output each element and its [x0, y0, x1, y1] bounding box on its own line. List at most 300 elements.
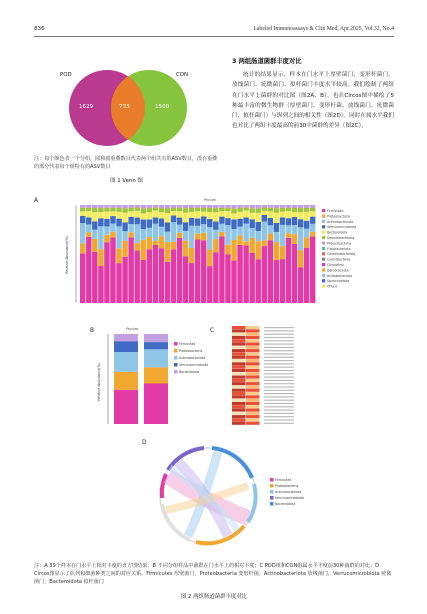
panel-a-legend-label: Bacteroidota [327, 230, 348, 235]
panel-a-bar-segment [304, 205, 309, 208]
panel-a-bar-segment [207, 219, 212, 227]
panel-a-bar-segment [219, 236, 224, 303]
panel-a-bar-segment [237, 208, 242, 212]
panel-a-bar-segment [86, 237, 91, 303]
panel-a-bar-segment [243, 207, 248, 210]
panel-c-cell [246, 395, 260, 398]
panel-a-bar-segment [177, 211, 182, 217]
panel-a-bar-segment [153, 224, 158, 241]
figure2-caption: 图 2 两组肠道菌群丰度对比 [180, 594, 248, 600]
panel-a-bar-segment [286, 211, 291, 218]
panel-a-bar-segment [165, 242, 170, 262]
panel-a-legend-label: Deinococcota [327, 268, 349, 273]
panel-b-bar-segment [114, 341, 138, 352]
panel-a-bar-segment [274, 260, 279, 303]
panel-a-bar-segment [171, 208, 176, 211]
panel-a-bar-segment [280, 225, 285, 246]
panel-c-cell [232, 409, 246, 412]
panel-c-label-line [264, 370, 294, 371]
panel-c-cell [246, 349, 260, 352]
panel-c-cell [246, 376, 260, 379]
panel-a-bar-segment [298, 208, 303, 212]
panel-a-bar-segment [243, 224, 248, 242]
panel-a-bar-segment [195, 208, 200, 212]
panel-a-bar-segment [286, 233, 291, 238]
panel-c-label-line [264, 406, 294, 407]
panel-a-title: Phylum [204, 198, 216, 202]
panel-a-bar-segment [86, 205, 91, 208]
panel-b-title: Phylum [126, 327, 138, 331]
panel-a-bar-segment [165, 213, 170, 222]
figure1-caption: 图 1 Venn 图 [110, 178, 143, 184]
panel-a-bar-segment [207, 227, 212, 250]
panel-c-cell [246, 366, 260, 369]
panel-a-bar-segment [268, 208, 273, 212]
panel-b-letter: B [90, 328, 94, 334]
panel-a-bar-segment [219, 211, 224, 216]
panel-a-bar-segment [268, 225, 273, 233]
panel-a-bar-segment [165, 232, 170, 242]
panel-a-bar-segment [298, 212, 303, 219]
panel-c-cell [246, 409, 260, 412]
panel-a-bar-segment [255, 205, 260, 208]
panel-a-bar-segment [201, 212, 206, 217]
panel-b-legend-swatch [174, 363, 178, 367]
panel-a-bar-segment [298, 205, 303, 208]
panel-a-bar-segment [268, 218, 273, 225]
panel-a-bar-segment [310, 224, 315, 232]
panel-a-bar-segment [207, 208, 212, 212]
panel-a-legend-label: Desulfobacterota [327, 236, 355, 240]
panel-a-bar-segment [122, 213, 127, 223]
panel-a-bar-segment [147, 205, 152, 208]
panel-c-cell [232, 336, 246, 339]
panel-b-bar-segment [144, 334, 168, 342]
panel-a-legend-label: Verrucomicrobiota [327, 225, 357, 230]
panel-a-legend-swatch [322, 236, 325, 239]
panel-b-bar-segment [144, 349, 168, 367]
panel-a-chart [40, 195, 380, 320]
panel-a-bar-segment [92, 212, 97, 221]
panel-a-bar-segment [268, 234, 273, 241]
panel-a-bar-segment [80, 223, 85, 243]
panel-b-ylabel: Relative Abundance(%) [97, 363, 101, 401]
panel-a-bar-segment [201, 205, 206, 208]
panel-a-bar-segment [249, 213, 254, 220]
panel-a-bar-segment [110, 208, 115, 212]
panel-a-bar-segment [98, 226, 103, 249]
panel-a-bar-segment [80, 205, 85, 208]
panel-a-legend-label: Fusobacteriota [327, 246, 351, 251]
panel-c-cell [246, 372, 260, 375]
panel-a-bar-segment [237, 227, 242, 236]
panel-a-legend-label: Campilobacterota [327, 252, 356, 257]
panel-a-bar-segment [177, 218, 182, 225]
panel-a-bar-segment [231, 209, 236, 214]
panel-c-label-line [264, 393, 294, 394]
panel-a-bar-segment [255, 208, 260, 213]
panel-c-cell [246, 382, 260, 385]
panel-a-legend-swatch [322, 258, 325, 261]
panel-a-bar-segment [310, 205, 315, 208]
panel-a-bar-segment [177, 238, 182, 303]
panel-a-legend-swatch [322, 268, 325, 271]
panel-c-label-line [264, 357, 294, 358]
panel-a-bar-segment [141, 219, 146, 229]
page-number: 836 [34, 26, 45, 32]
panel-a-bar-segment [86, 224, 91, 232]
panel-a-bar-segment [304, 229, 309, 238]
panel-a-bar-segment [292, 208, 297, 212]
panel-a-bar-segment [292, 234, 297, 244]
panel-a-bar-segment [147, 208, 152, 212]
panel-a-bar-segment [134, 243, 139, 250]
panel-a-bar-segment [177, 208, 182, 212]
panel-a-bar-segment [80, 243, 85, 253]
panel-a-bar-segment [213, 222, 218, 230]
panel-c-cell [246, 352, 260, 355]
section-paragraph: 统计的结果显示，样本在门水平上厚壁菌门、变形杆菌门、放线菌门、疣微菌门、拟杆菌门丰度水平较高。我们绘制了两组在门水平上菌群的对比图（图2A、B），也在Circos图中描绘了5种最丰富的微生物群（厚壁菌门、变形杆菌、放线菌门、疣微菌门、拟杆菌门）与纵列之间的相关性（图2D）。同时在属水平我们也对比了两组丰度最高的前30中菌群的差异（图2C）。 [232, 72, 394, 130]
panel-c-label-line [264, 413, 294, 414]
panel-a-bar-segment [128, 224, 133, 232]
panel-a-bar-segment [104, 205, 109, 208]
panel-a-bar-segment [110, 216, 115, 223]
panel-a-bar-segment [268, 240, 273, 303]
panel-a-bar-segment [128, 208, 133, 212]
panel-a-legend-swatch [322, 241, 325, 244]
panel-a-bar-segment [225, 218, 230, 225]
panel-a-bar-segment [280, 212, 285, 218]
panel-d-legend [270, 478, 304, 506]
panel-a-bar-segment [280, 246, 285, 259]
panel-a-bar-segment [80, 216, 85, 223]
panel-c-label-line [264, 410, 294, 411]
panel-a-bar-segment [183, 213, 188, 223]
panel-a-bar-segment [298, 250, 303, 267]
panel-a-legend-swatch [322, 214, 325, 217]
panel-c-label-line [264, 347, 294, 348]
panel-a-bar-segment [310, 232, 315, 237]
panel-c-cell [232, 333, 246, 336]
panel-a-bar-segment [262, 205, 267, 207]
panel-a-bar-segment [207, 212, 212, 219]
panel-a-bar-segment [219, 232, 224, 237]
panel-a-bar-segment [147, 228, 152, 237]
panel-a-bar-segment [207, 266, 212, 303]
panel-a-legend-label: Cyanobacteria [327, 257, 351, 262]
panel-a-bar-segment [165, 205, 170, 208]
header-rule [34, 36, 394, 37]
panel-a-bar-segment [122, 241, 127, 257]
panel-a-bar-segment [286, 205, 291, 208]
panel-a-legend-swatch [322, 252, 325, 255]
panel-a-legend-swatch [322, 247, 325, 250]
panel-a-bar-segment [141, 213, 146, 219]
panel-a-bar-segment [231, 261, 236, 303]
panel-a-bar-segment [153, 245, 158, 303]
panel-a-bar-segment [249, 238, 254, 253]
figure2-note: 注：A 39个样本在门水平上相对丰度的直方图结果；B 不同分组样品中菌群在门水平上的相对丰度；C POD组和CON组属水平丰度前30种菌群的对比；D Circos图显示了队列和细菌种类之间的对应关系。Firmicutes 厚壁菌门，Proteobacteria 变形杆菌，Actinobacteriota 放线菌门，Verrucomicrobiota 疣微菌门，Bacteroidota 拟杆菌门 [34, 563, 392, 586]
panel-a-bar-segment [286, 225, 291, 233]
panel-a-bar-segment [183, 241, 188, 257]
panel-c-cell [246, 326, 260, 329]
panel-a-bar-segment [177, 205, 182, 208]
panel-a-bar-segment [195, 219, 200, 226]
panel-d-legend-swatch [270, 484, 274, 488]
panel-a-bar-segment [310, 236, 315, 303]
panel-c-label-line [264, 423, 294, 424]
panel-a-legend-label: Spirochaetota [327, 279, 350, 284]
panel-c-cell [246, 389, 260, 392]
panel-a-bar-segment [189, 208, 194, 212]
panel-c-label-line [264, 403, 294, 404]
panel-c-cell [246, 333, 260, 336]
panel-a-bar-segment [280, 217, 285, 225]
panel-a-bar-segment [153, 241, 158, 245]
panel-c-heatmap [216, 322, 334, 434]
panel-b-legend-swatch [174, 349, 178, 353]
panel-d-legend-swatch [270, 496, 274, 500]
panel-a-bar-segment [116, 212, 121, 219]
panel-a-legend-label: Proteobacteria [327, 214, 351, 219]
panel-c-label-line [264, 337, 294, 338]
panel-a-bar-segment [195, 211, 200, 218]
panel-a-bar-segment [237, 205, 242, 208]
panel-a-bar-segment [86, 232, 91, 236]
panel-a-bar-segment [104, 212, 109, 219]
panel-b-legend-label: Bacteroidota [179, 370, 200, 375]
panel-c-label-line [264, 383, 294, 384]
panel-c-label-line [264, 396, 294, 397]
panel-a-bar-segment [201, 233, 206, 240]
panel-a-legend [322, 209, 356, 289]
panel-d-legend-label: Verrucomicrobiota [275, 496, 305, 501]
panel-c-cell [246, 329, 260, 332]
panel-a-bar-segment [231, 229, 236, 240]
panel-a-bar-segment [195, 240, 200, 303]
panel-c-labels [264, 327, 294, 424]
panel-a-bar-segment [304, 221, 309, 229]
panel-a-bar-segment [292, 225, 297, 234]
venn-label-pod: POD [60, 72, 72, 78]
panel-d-circos [150, 438, 335, 556]
panel-a-ylabel: Relative Abundance(%) [65, 236, 69, 274]
panel-c-cell [232, 366, 246, 369]
panel-a-legend-swatch [322, 220, 325, 223]
panel-a-bar-segment [310, 217, 315, 224]
panel-a-bar-segment [128, 238, 133, 303]
panel-c-cell [246, 422, 260, 425]
panel-a-bar-segment [225, 211, 230, 218]
panel-a-bar-segment [92, 252, 97, 303]
panel-b-bar-segment [114, 352, 138, 372]
panel-a-bar-segment [262, 246, 267, 303]
panel-a-bar-segment [171, 222, 176, 241]
panel-a-bar-segment [219, 205, 224, 208]
panel-a-bar-segment [268, 211, 273, 217]
panel-a-bar-segment [147, 219, 152, 227]
panel-a-bar-segment [92, 230, 97, 239]
panel-b-chart [92, 322, 209, 434]
panel-c-cell [232, 329, 246, 332]
panel-a-bar-segment [243, 245, 248, 303]
panel-a-bar-segment [159, 205, 164, 208]
panel-a-bar-segment [292, 217, 297, 225]
panel-a-bar-segment [243, 217, 248, 223]
panel-b-bar-segment [114, 372, 138, 390]
panel-c-cell [232, 369, 246, 372]
panel-c-cell [232, 359, 246, 362]
panel-c-label-line [264, 360, 294, 361]
panel-a-bar-segment [292, 205, 297, 208]
panel-b-legend-swatch [174, 370, 178, 374]
panel-a-bar-segment [304, 237, 309, 247]
panel-b-legend-swatch [174, 342, 178, 346]
panel-a-bar-segment [255, 213, 260, 222]
venn-count-pod: 1629 [79, 104, 94, 110]
panel-a-bar-segment [219, 224, 224, 232]
panel-c-cell [232, 405, 246, 408]
panel-a-bar-segment [134, 224, 139, 243]
panel-a-bar-segment [153, 207, 158, 210]
panel-a-bar-segment [134, 250, 139, 303]
panel-b-bar-segment [144, 367, 168, 383]
panel-a-bar-segment [274, 205, 279, 208]
panel-a-bar-segment [255, 231, 260, 241]
panel-a-bar-segment [141, 240, 146, 260]
panel-c-label-line [264, 330, 294, 331]
panel-a-bar-segment [165, 208, 170, 213]
panel-a-bar-segment [183, 222, 188, 231]
panel-a-bar-segment [159, 227, 164, 236]
panel-a-bar-segment [116, 263, 121, 303]
panel-c-cell [232, 356, 246, 359]
panel-a-bar-segment [262, 215, 267, 222]
panel-a-bar-segment [249, 253, 254, 303]
panel-a-bar-segment [189, 218, 194, 226]
panel-a-bar-segment [86, 211, 91, 217]
panel-a-legend-swatch [322, 231, 325, 234]
panel-c-cell [246, 359, 260, 362]
panel-a-bar-segment [189, 205, 194, 208]
panel-a-bar-segment [171, 249, 176, 303]
panel-a-bar-segment [110, 238, 115, 304]
panel-a-bar-segment [104, 235, 109, 243]
panel-a-bar-segment [189, 226, 194, 248]
panel-a-legend-label: Actinobacteriota [327, 219, 354, 224]
panel-a-bar-segment [255, 259, 260, 303]
panel-a-bar-segment [262, 207, 267, 210]
panel-a-bar-segment [286, 208, 291, 212]
panel-a-legend-label: Chloroflexi [327, 263, 344, 267]
panel-c-cell [246, 385, 260, 388]
panel-a-bar-segment [274, 232, 279, 242]
panel-a-bar-segment [274, 223, 279, 232]
venn-count-con: 1500 [155, 104, 170, 110]
panel-c-cell [232, 402, 246, 405]
panel-c-label-line [264, 377, 294, 378]
panel-a-bar-segment [98, 208, 103, 212]
panel-a-bar-segment [159, 212, 164, 218]
panel-a-bar-segment [92, 221, 97, 229]
panel-a-bar-segment [298, 227, 303, 250]
panel-a-bar-segment [249, 208, 254, 212]
panel-a-bar-segment [134, 208, 139, 211]
panel-a-legend-label: Acidobacteriota [327, 273, 353, 278]
panel-a-bar-segment [237, 212, 242, 219]
panel-a-bar-segment [274, 213, 279, 223]
panel-a-bar-segment [207, 205, 212, 208]
panel-a-bar-segment [280, 208, 285, 212]
panel-a-bar-segment [86, 217, 91, 224]
panel-a-bar-segment [225, 208, 230, 212]
panel-a-bar-segment [243, 210, 248, 217]
panel-c-cell [246, 346, 260, 349]
journal-header: Labeled Immunoassays & Clin Med, Apr.2025, Vol.32, No.4 [253, 26, 394, 32]
panel-b-legend-swatch [174, 356, 178, 360]
panel-a-bar-segment [110, 205, 115, 208]
panel-a-bar-segment [201, 216, 206, 224]
panel-a-bar-segment [134, 211, 139, 218]
panel-c-cell [232, 385, 246, 388]
panel-a-bar-segment [237, 235, 242, 245]
panel-c-cell [246, 402, 260, 405]
panel-c-cell [232, 372, 246, 375]
panel-c-cell [246, 343, 260, 346]
panel-d-legend-swatch [270, 490, 274, 494]
panel-a-bar-segment [195, 234, 200, 240]
panel-b-legend-label: Proteobacteria [179, 349, 203, 354]
panel-a-bar-segment [159, 236, 164, 248]
panel-c-cell [246, 369, 260, 372]
panel-b-bar-segment [144, 342, 168, 349]
panel-a-bar-segment [153, 205, 158, 207]
panel-a-bar-segment [231, 220, 236, 230]
panel-a-bar-segment [98, 205, 103, 208]
panel-a-bar-segment [183, 256, 188, 303]
panel-a-bar-segment [286, 238, 291, 303]
panel-c-label-line [264, 327, 294, 328]
panel-c-cell [246, 356, 260, 359]
panel-a-bar-segment [237, 245, 242, 303]
panel-c-label-line [264, 363, 294, 364]
panel-a-legend-swatch [322, 263, 325, 266]
panel-c-label-line [264, 373, 294, 374]
panel-a-bar-segment [213, 208, 218, 212]
panel-a-bar-segment [104, 219, 109, 226]
panel-c-cell [232, 379, 246, 382]
panel-c-label-line [264, 334, 294, 335]
panel-b-legend-label: Verrucomicrobiota [179, 363, 209, 368]
panel-a-bar-segment [165, 262, 170, 303]
panel-a-bar-segment [207, 250, 212, 266]
panel-a-bar-segment [213, 239, 218, 252]
panel-a-legend-swatch [322, 285, 325, 288]
panel-a-bar-segment [92, 205, 97, 208]
panel-a-bar-segment [213, 205, 218, 208]
panel-a-bar-segment [298, 267, 303, 303]
panel-a-bar-segment [122, 208, 127, 212]
panel-a-bar-segment [280, 205, 285, 208]
panel-a-bar-segment [219, 217, 224, 224]
panel-a-bar-segment [183, 208, 188, 212]
panel-a-bar-segment [225, 245, 230, 254]
panel-a-bar-segment [243, 241, 248, 245]
panel-c-cell [246, 418, 260, 421]
panel-c-cell [232, 382, 246, 385]
panel-a-legend-swatch [322, 279, 325, 282]
panel-a-legend-swatch [322, 225, 325, 228]
